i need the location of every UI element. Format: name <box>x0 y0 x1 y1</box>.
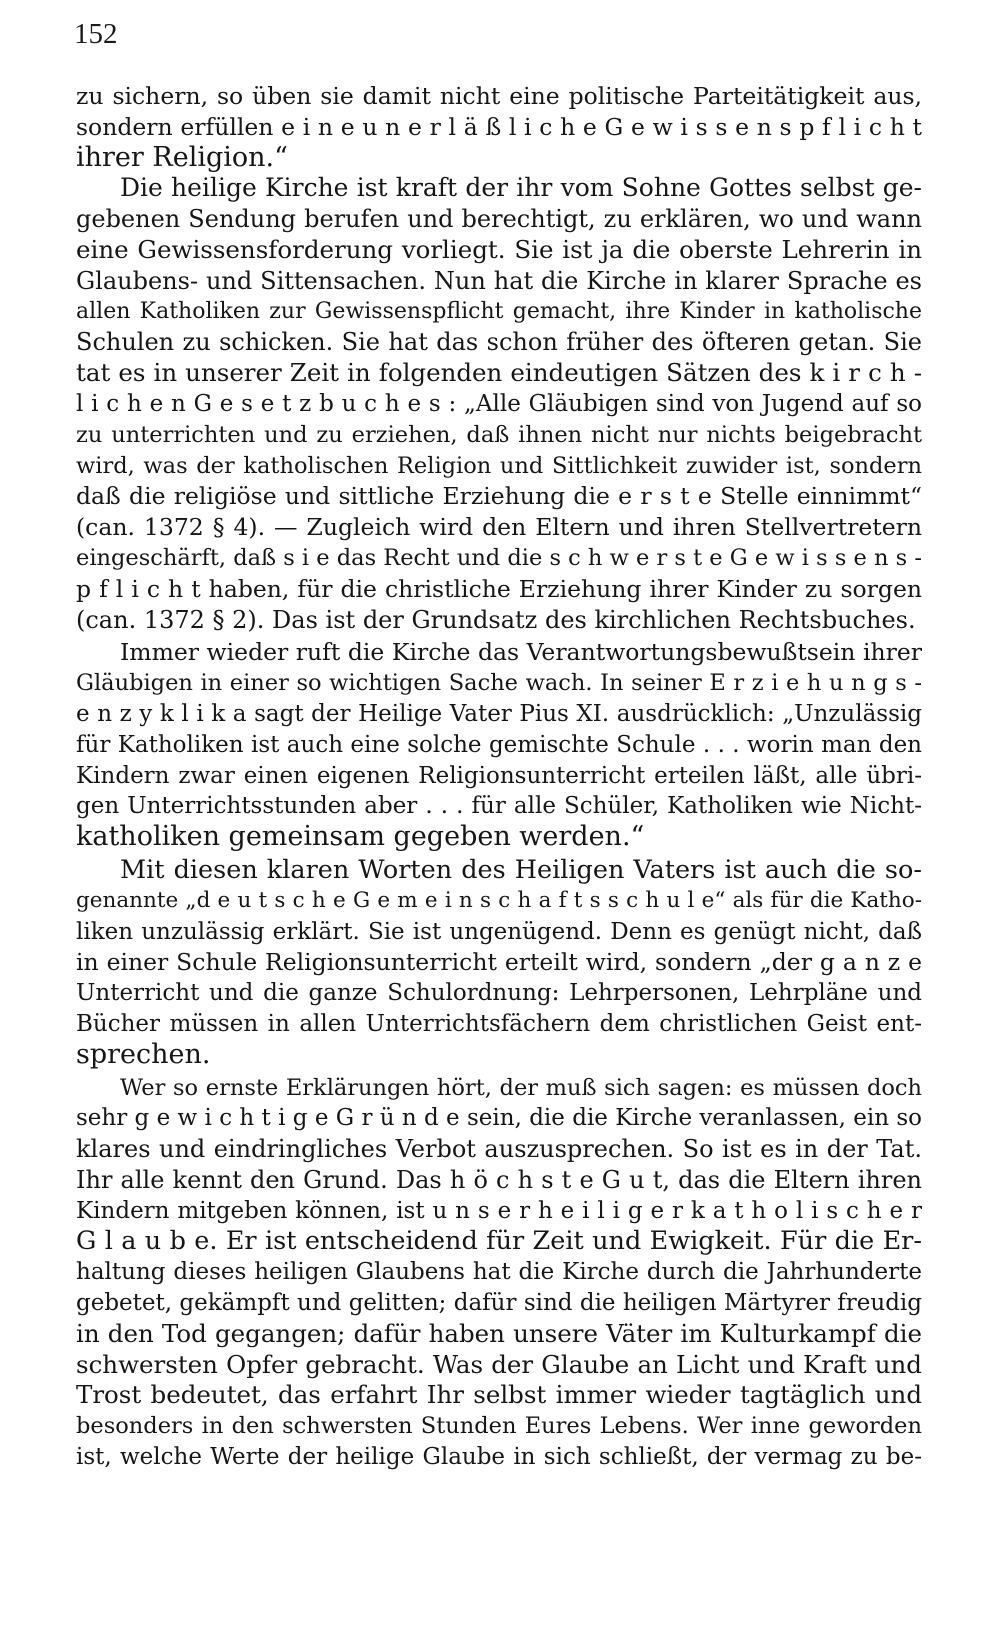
text-line: gebetet, gekämpft und gelitten; dafür sind die heiligen Märtyrer freudig <box>76 1290 922 1317</box>
body-text <box>76 81 922 1473</box>
paragraph-start-line: Mit diesen klaren Worten des Heiligen Vaters ist auch die so- <box>120 854 922 885</box>
page-number: 152 <box>74 18 118 50</box>
text-line: klares und eindringliches Verbot auszusprechen. So ist es in der Tat. <box>76 1135 922 1164</box>
text-line: ihrer Religion.“ <box>76 142 288 173</box>
text-line: daß die religiöse und sittliche Erziehung die e r s t e Stelle einnimmt“ <box>76 482 922 511</box>
text-line: Ihr alle kennt den Grund. Das h ö c h s t e G u t, das die Eltern ihren <box>76 1165 922 1194</box>
text-line: Kindern mitgeben können, ist u n s e r h e i l i g e r k a t h o l i s c h e r <box>76 1197 922 1224</box>
text-line: genannte „d e u t s c h e G e m e i n s c h a f t s s c h u l e“ als für die Katho- <box>76 887 922 913</box>
text-line: haltung dieses heiligen Glaubens hat die Kirche durch die Jahrhunderte <box>76 1259 922 1286</box>
text-line: schwersten Opfer gebracht. Was der Glaube an Licht und Kraft und <box>76 1349 922 1379</box>
text-line: eingeschärft, daß s i e das Recht und die s c h w e r s t e G e w i s s e n s - <box>76 544 922 571</box>
text-line: l i c h e n G e s e t z b u c h e s : „Alle Gläubigen sind von Jugend auf so <box>76 390 922 417</box>
text-line: für Katholiken ist auch eine solche gemischte Schule . . . worin man den <box>76 731 922 758</box>
text-line: p f l i c h t haben, für die christliche Erziehung ihrer Kinder zu sorgen <box>76 574 922 603</box>
text-line: allen Katholiken zur Gewissenspflicht gemacht, ihre Kinder in katholische <box>76 298 922 324</box>
text-line: (can. 1372 § 4). — Zugleich wird den Eltern und ihren Stellvertretern <box>76 513 922 542</box>
text-line: sondern erfüllen e i n e u n e r l ä ß l i c h e G e w i s s e n s p f l i c h t <box>76 112 922 141</box>
text-line: Kindern zwar einen eigenen Religionsunterricht erteilen läßt, alle übri- <box>76 762 922 789</box>
text-line: katholiken gemeinsam gegeben werden.“ <box>76 822 645 853</box>
text-line: Bücher müssen in allen Unterrichtsfächern dem christlichen Geist ent- <box>76 1010 922 1037</box>
text-line: in den Tod gegangen; dafür haben unsere Väter im Kulturkampf die <box>76 1318 922 1348</box>
paragraph-start-line: Die heilige Kirche ist kraft der ihr vom Sohne Gottes selbst ge- <box>120 173 922 203</box>
text-line: ist, welche Werte der heilige Glaube in sich schließt, der vermag zu be- <box>76 1444 922 1471</box>
text-line: e n z y k l i k a sagt der Heilige Vater Pius XI. ausdrücklich: „Unzulässig <box>76 700 922 727</box>
text-line: Unterricht und die ganze Schulordnung: Lehrpersonen, Lehrpläne und <box>76 980 922 1007</box>
text-line: in einer Schule Religionsunterricht erteilt wird, sondern „der g a n z e <box>76 948 922 977</box>
text-line: liken unzulässig erklärt. Sie ist ungenügend. Denn es genügt nicht, daß <box>76 918 922 945</box>
text-line: eine Gewissensforderung vorliegt. Sie ist ja die oberste Lehrerin in <box>76 234 922 264</box>
text-line: zu unterrichten und zu erziehen, daß ihnen nicht nur nichts beigebracht <box>76 421 922 448</box>
text-line: sehr g e w i c h t i g e G r ü n d e sein, die die Kirche veranlassen, ein so <box>76 1105 922 1132</box>
text-line: zu sichern, so üben sie damit nicht eine politische Parteitätigkeit aus, <box>76 82 922 110</box>
text-line: Schulen zu schicken. Sie hat das schon früher des öfteren getan. Sie <box>76 328 922 357</box>
text-line: Trost bedeutet, das erfahrt Ihr selbst immer wieder tagtäglich und <box>76 1380 922 1410</box>
text-line: Glaubens- und Sittensachen. Nun hat die Kirche in klarer Sprache es <box>76 266 922 295</box>
text-line: (can. 1372 § 2). Das ist der Grundsatz des kirchlichen Rechtsbuches. <box>76 605 916 634</box>
text-line: gebenen Sendung berufen und berechtigt, zu erklären, wo und wann <box>76 205 922 234</box>
text-line: gen Unterrichtsstunden aber . . . für alle Schüler, Katholiken wie Nicht- <box>76 793 922 820</box>
text-line: besonders in den schwersten Stunden Eures Lebens. Wer inne geworden <box>76 1413 922 1440</box>
text-line: wird, was der katholischen Religion und Sittlichkeit zuwider ist, sondern <box>76 452 922 479</box>
text-line: sprechen. <box>76 1039 211 1070</box>
text-line: tat es in unserer Zeit in folgenden eindeutigen Sätzen des k i r c h - <box>76 358 922 388</box>
paragraph-start-line: Immer wieder ruft die Kirche das Verantwortungsbewußtsein ihrer <box>120 638 922 667</box>
text-line: Gläubigen in einer so wichtigen Sache wach. In seiner E r z i e h u n g s - <box>76 670 922 697</box>
paragraph-start-line: Wer so ernste Erklärungen hört, der muß sich sagen: es müssen doch <box>120 1074 922 1101</box>
text-line: G l a u b e. Er ist entscheidend für Zeit und Ewigkeit. Für die Er- <box>76 1226 922 1257</box>
